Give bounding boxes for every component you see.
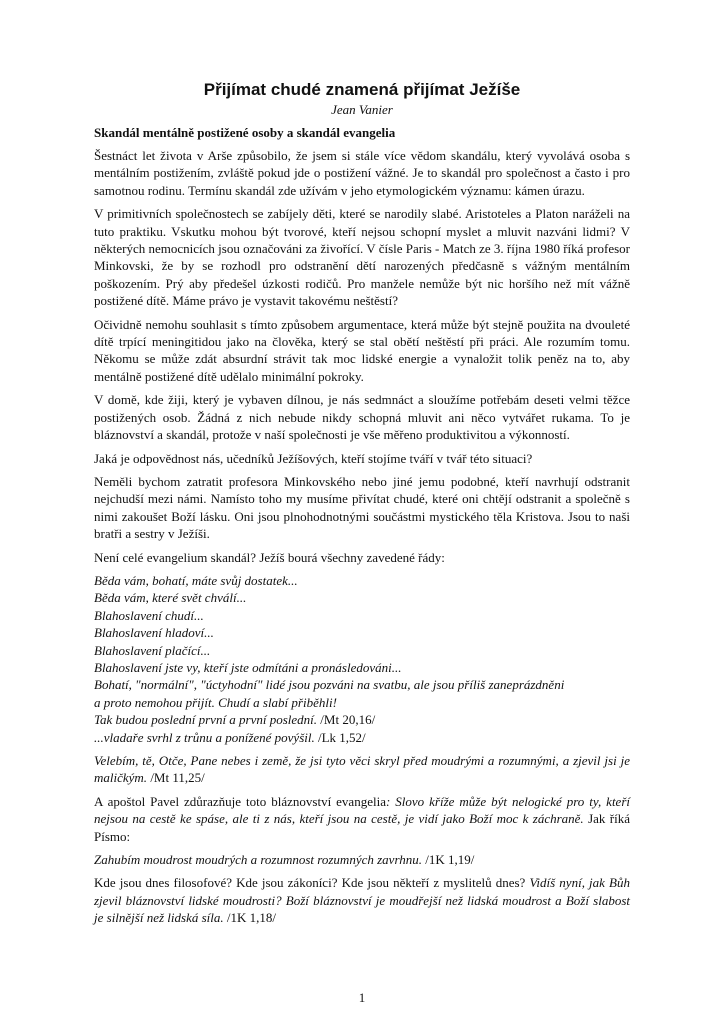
quote-paragraph <box>94 851 630 868</box>
page-number: 1 <box>358 990 366 1005</box>
paragraph: V domě, kde žiji, který je vybaven dílnou, je nás sedmnáct a sloužíme potřebám deseti velmi těžce postižených osob. Žádná z nich nebude nikdy schopná mluvit ani něco vytvářet rukama. To je bláznovství a skandál, protože v naší společnosti je vše měřeno produktivitou a výkonností. <box>94 392 630 443</box>
quote-text: Vidíš nyní, jak Bůh zjevil bláznovství lidské moudrosti? Boží bláznovství je moudřejší než lidská moudrost a Boží slabost je silnější než lidská síla. <box>94 875 630 926</box>
document-title: Přijímat chudé znamená přijímat Ježíše <box>203 80 521 99</box>
paragraph: Očividně nemohu souhlasit s tímto způsobem argumentace, která může být stejně použita na dvouleté dítě trpící meningitidou jako na člověka, který se stal obětí neštěstí při práci. Ale rozumím tomu. Někomu se může zdát absurdní strávit tak moc lidské energie a vynaložit tolik peněz na to, aby mentálně postižené dítě udělalo minimální pokroky. <box>94 316 630 384</box>
verse-text: Běda vám, které svět chválí... <box>94 590 247 606</box>
verse-text: Běda vám, bohatí, máte svůj dostatek... <box>94 572 298 588</box>
verse-line <box>94 642 630 659</box>
verse-text: Tak budou poslední první a první poslední. <box>94 712 318 728</box>
paragraph-lead: Kde jsou dnes filosofové? Kde jsou zákoníci? Kde jsou někteří z myslitelů dnes? <box>94 875 530 891</box>
verse-line <box>94 659 630 676</box>
paragraph: Neměli bychom zatratit profesora Minkovského nebo jiné jemu podobné, kteří navrhují odstranit nejchudší mezi námi. Namísto toho my musíme přivítat chudé, které oni chtějí odstranit a společně s nimi zakoušet Boží lásku. Oni jsou plnohodnotnými součástmi mystického těla Kristova. Jsou to naši bratři a sestry v Ježíši. <box>94 473 630 542</box>
verse-line <box>94 607 630 624</box>
paragraph: Jaká je odpovědnost nás, učedníků Ježíšových, kteří stojíme tváří v tvář této situaci? <box>94 450 533 466</box>
verse-line <box>94 589 630 606</box>
verse-text: ...vladaře svrhl z trůnu a ponížené povýšil. <box>94 729 315 745</box>
scripture-verses <box>94 572 630 746</box>
verse-line <box>94 572 630 589</box>
verse-reference: /Lk 1,52/ <box>314 729 366 745</box>
quote-reference: /1K 1,18/ <box>223 910 277 926</box>
verse-line <box>94 694 630 711</box>
quote-text: : Slovo kříže může být nelogické pro ty, kteří nejsou na cestě ke spáse, ale ti z nás, kteří jsou na cestě, je vidí jako Boží moc k záchraně. <box>94 793 630 827</box>
verse-line <box>94 624 630 641</box>
paragraph: Šestnáct let života v Arše způsobilo, že jsem si stále více vědom skandálu, který vyvolává osoba s mentálním postižením, zvláště pokud jde o postižení vážné. Je to skandál pro společnost a často i pro samotnou rodinu. Termínu skandál zde užívám v jeho etymologickém významu: kámen úrazu. <box>94 148 630 198</box>
philosophers-paragraph <box>94 874 630 926</box>
paragraph-tail: Jak říká Písmo: <box>94 811 630 844</box>
quote-paragraph <box>94 752 630 787</box>
quote-reference: /1K 1,19/ <box>422 852 475 868</box>
document-page <box>94 80 630 933</box>
verse-text: Blahoslavení jste vy, kteří jste odmítáni a pronásledováni... <box>94 659 402 675</box>
verse-text: Blahoslavení chudí... <box>94 607 204 623</box>
author-name: Jean Vanier <box>331 102 393 117</box>
verse-line <box>94 676 630 693</box>
verse-text: Blahoslavení plačící... <box>94 642 211 658</box>
paragraph: V primitivních společnostech se zabíjely děti, které se narodily slabé. Aristoteles a Platon naráželi na tuto praktiku. Vskutku mohou být tvorové, kteří nejsou schopní myslet a mluvit nazváni lidmi? V některých nemocnicích jsou označováni za živořící. V čísle Paris - Match ze 3. října 1980 říká profesor Minkovski, že by se rozhodl pro odstranění dětí narozených předčasně s vážným mentálním poškozením. Prý aby předešel úzkosti rodičů. Pro manžele nemůže být nic horšího než mít vážně postižené dítě. Máme právo je vystavit takovému neštěstí? <box>94 206 630 309</box>
paragraph-lead: A apoštol Pavel zdůrazňuje toto bláznovství evangelia <box>94 793 386 809</box>
verse-line <box>94 711 630 728</box>
verse-text: a proto nemohou přijít. Chudí a slabí přiběhli! <box>94 694 337 710</box>
paragraph: Není celé evangelium skandál? Ježíš bourá všechny zavedené řády: <box>94 549 445 565</box>
quote-text: Zahubím moudrost moudrých a rozumnost rozumných zavrhnu. <box>94 852 423 868</box>
verse-text: Bohatí, "normální", "úctyhodní" lidé jsou pozváni na svatbu, ale jsou příliš zaneprázdněni <box>94 677 565 693</box>
verse-text: Blahoslavení hladoví... <box>94 625 214 641</box>
verse-reference: /Mt 20,16/ <box>317 712 376 728</box>
quote-text: Velebím, tě, Otče, Pane nebes i země, že jsi tyto věci skryl před moudrými a rozumnými, a zjevil jsi je maličkým. <box>94 753 630 786</box>
verse-line <box>94 729 630 746</box>
section-heading: Skandál mentálně postižené osoby a skandál evangelia <box>94 125 396 140</box>
quote-reference: /Mt 11,25/ <box>147 770 205 786</box>
paul-paragraph <box>94 793 630 845</box>
